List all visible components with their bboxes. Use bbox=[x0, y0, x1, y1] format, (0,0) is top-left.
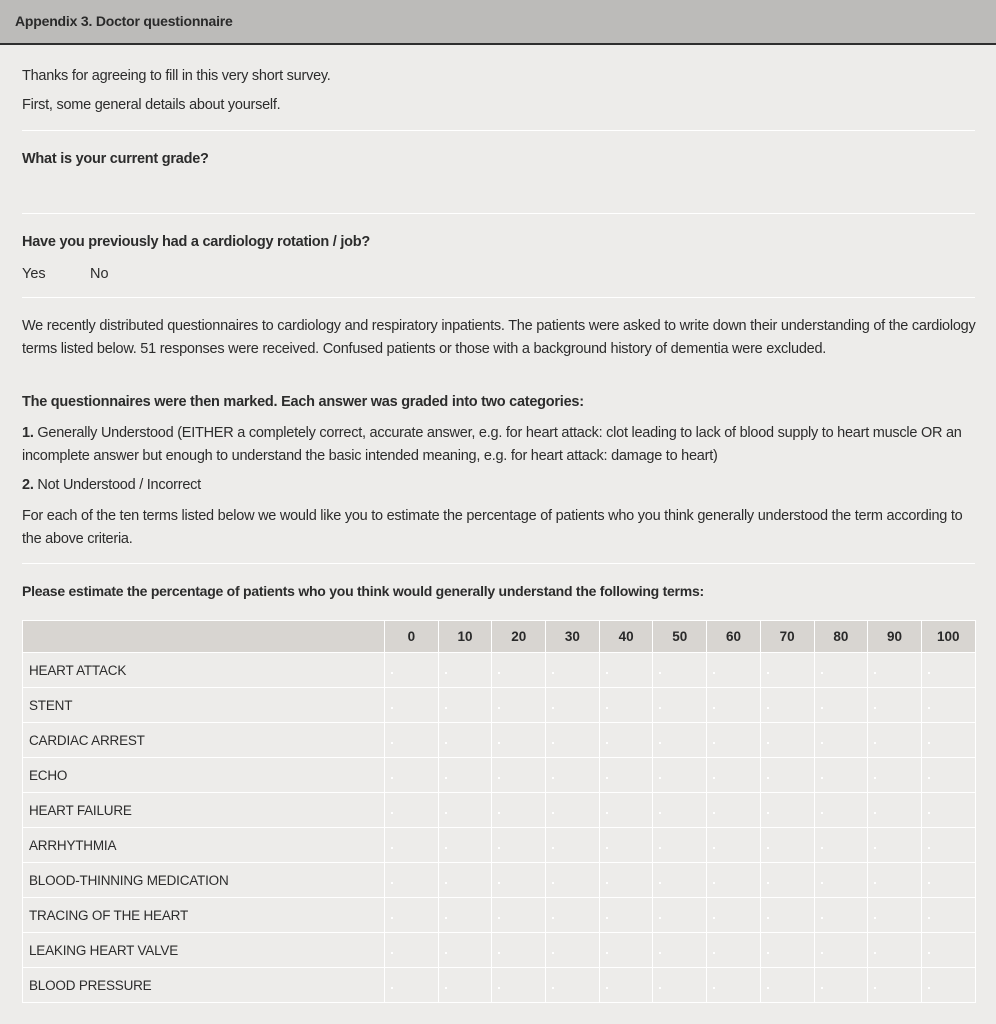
category-1-text: Generally Understood (EITHER a completely correct, accurate answer, e.g. for heart attack: clot leading to lack of blood supply to heart muscle OR an incomplete answer but enough to understand the basic intended meaning, e.g. for heart attack: damage to heart) bbox=[22, 425, 962, 464]
estimate-cell[interactable] bbox=[814, 968, 868, 1003]
estimate-cell[interactable] bbox=[814, 688, 868, 723]
estimate-cell[interactable] bbox=[599, 968, 653, 1003]
estimate-cell[interactable] bbox=[546, 793, 600, 828]
term-column-header bbox=[23, 621, 385, 653]
table-header-row bbox=[23, 621, 976, 653]
estimate-cell[interactable] bbox=[599, 898, 653, 933]
estimate-cell[interactable] bbox=[707, 688, 761, 723]
estimate-cell[interactable] bbox=[492, 863, 546, 898]
estimate-cell[interactable] bbox=[546, 653, 600, 688]
estimate-cell[interactable] bbox=[438, 933, 492, 968]
estimate-cell[interactable] bbox=[438, 968, 492, 1003]
grade-answer-area[interactable] bbox=[22, 174, 975, 210]
estimate-cell[interactable] bbox=[653, 933, 707, 968]
marked-heading: The questionnaires were then marked. Each answer was graded into two categories: bbox=[22, 394, 584, 410]
estimate-cell[interactable] bbox=[868, 723, 922, 758]
estimate-cell[interactable] bbox=[921, 653, 975, 688]
page-title: Appendix 3. Doctor questionnaire bbox=[15, 13, 233, 29]
estimate-cell[interactable] bbox=[438, 688, 492, 723]
estimate-cell[interactable] bbox=[438, 863, 492, 898]
estimate-cell[interactable] bbox=[599, 933, 653, 968]
estimate-cell[interactable] bbox=[438, 828, 492, 863]
estimate-cell[interactable] bbox=[760, 653, 814, 688]
estimate-cell[interactable] bbox=[385, 723, 439, 758]
divider bbox=[22, 130, 975, 131]
estimate-cell[interactable] bbox=[707, 933, 761, 968]
estimate-cell[interactable] bbox=[814, 793, 868, 828]
term-label: HEART ATTACK bbox=[23, 653, 385, 688]
table-row bbox=[23, 828, 976, 863]
term-label: BLOOD-THINNING MEDICATION bbox=[23, 863, 385, 898]
estimate-cell[interactable] bbox=[653, 758, 707, 793]
estimate-table bbox=[22, 620, 976, 1003]
estimate-cell[interactable] bbox=[546, 723, 600, 758]
estimate-cell[interactable] bbox=[760, 758, 814, 793]
percent-column-header: 100 bbox=[921, 621, 975, 653]
table-row bbox=[23, 793, 976, 828]
estimate-cell[interactable] bbox=[599, 828, 653, 863]
estimate-cell[interactable] bbox=[385, 863, 439, 898]
percent-column-header: 70 bbox=[760, 621, 814, 653]
estimate-cell[interactable] bbox=[438, 653, 492, 688]
table-row bbox=[23, 758, 976, 793]
category-2 bbox=[22, 474, 982, 497]
percent-column-header: 90 bbox=[868, 621, 922, 653]
estimate-cell[interactable] bbox=[385, 828, 439, 863]
estimate-cell[interactable] bbox=[921, 863, 975, 898]
estimate-cell[interactable] bbox=[921, 828, 975, 863]
estimate-cell[interactable] bbox=[707, 968, 761, 1003]
divider bbox=[22, 297, 975, 298]
estimate-cell[interactable] bbox=[546, 688, 600, 723]
category-1-number: 1. bbox=[22, 425, 34, 441]
estimate-cell[interactable] bbox=[385, 653, 439, 688]
estimate-cell[interactable] bbox=[599, 653, 653, 688]
estimate-cell[interactable] bbox=[438, 898, 492, 933]
estimate-cell[interactable] bbox=[868, 933, 922, 968]
estimate-cell[interactable] bbox=[921, 933, 975, 968]
estimate-cell[interactable] bbox=[599, 723, 653, 758]
estimate-cell[interactable] bbox=[707, 758, 761, 793]
estimate-cell[interactable] bbox=[868, 968, 922, 1003]
estimate-cell[interactable] bbox=[921, 968, 975, 1003]
table-row bbox=[23, 898, 976, 933]
estimate-cell[interactable] bbox=[385, 898, 439, 933]
percent-column-header: 0 bbox=[385, 621, 439, 653]
estimate-cell[interactable] bbox=[546, 758, 600, 793]
category-1 bbox=[22, 422, 982, 468]
estimate-cell[interactable] bbox=[760, 933, 814, 968]
estimate-cell[interactable] bbox=[814, 933, 868, 968]
question-cardiology-label: Have you previously had a cardiology rotation / job? bbox=[22, 234, 370, 250]
header-bar bbox=[0, 0, 996, 45]
estimate-cell[interactable] bbox=[814, 653, 868, 688]
term-label: STENT bbox=[23, 688, 385, 723]
estimate-cell[interactable] bbox=[492, 653, 546, 688]
instruction-paragraph: For each of the ten terms listed below we would like you to estimate the percentage of patients who you think generally understood the term according to the above criteria. bbox=[22, 508, 963, 547]
estimate-cell[interactable] bbox=[599, 863, 653, 898]
estimate-cell[interactable] bbox=[653, 723, 707, 758]
estimate-cell[interactable] bbox=[599, 793, 653, 828]
estimate-cell[interactable] bbox=[546, 863, 600, 898]
estimate-cell[interactable] bbox=[546, 898, 600, 933]
divider bbox=[22, 563, 975, 564]
estimate-cell[interactable] bbox=[760, 898, 814, 933]
estimate-cell[interactable] bbox=[653, 653, 707, 688]
estimate-cell[interactable] bbox=[653, 898, 707, 933]
category-2-number: 2. bbox=[22, 477, 34, 493]
estimate-cell[interactable] bbox=[492, 723, 546, 758]
estimate-cell[interactable] bbox=[492, 828, 546, 863]
estimate-cell[interactable] bbox=[707, 793, 761, 828]
percent-column-header: 10 bbox=[438, 621, 492, 653]
estimate-cell[interactable] bbox=[921, 898, 975, 933]
table-row bbox=[23, 863, 976, 898]
estimate-heading: Please estimate the percentage of patients who you think would generally understand the following terms: bbox=[22, 583, 704, 599]
estimate-cell[interactable] bbox=[814, 758, 868, 793]
estimate-cell[interactable] bbox=[760, 793, 814, 828]
estimate-cell[interactable] bbox=[492, 898, 546, 933]
estimate-cell[interactable] bbox=[546, 828, 600, 863]
estimate-cell[interactable] bbox=[921, 688, 975, 723]
estimate-cell[interactable] bbox=[921, 723, 975, 758]
estimate-cell[interactable] bbox=[707, 898, 761, 933]
estimate-cell[interactable] bbox=[599, 758, 653, 793]
estimate-cell[interactable] bbox=[492, 758, 546, 793]
estimate-cell[interactable] bbox=[760, 688, 814, 723]
estimate-cell[interactable] bbox=[760, 828, 814, 863]
estimate-cell[interactable] bbox=[546, 968, 600, 1003]
estimate-cell[interactable] bbox=[868, 863, 922, 898]
estimate-cell[interactable] bbox=[814, 828, 868, 863]
estimate-cell[interactable] bbox=[492, 688, 546, 723]
estimate-cell[interactable] bbox=[814, 898, 868, 933]
estimate-cell[interactable] bbox=[492, 793, 546, 828]
estimate-cell[interactable] bbox=[760, 968, 814, 1003]
estimate-cell[interactable] bbox=[868, 828, 922, 863]
term-label: ARRHYTHMIA bbox=[23, 828, 385, 863]
estimate-cell[interactable] bbox=[546, 933, 600, 968]
percent-column-header: 20 bbox=[492, 621, 546, 653]
intro-line-1: Thanks for agreeing to fill in this very short survey. bbox=[22, 68, 331, 84]
estimate-cell[interactable] bbox=[707, 863, 761, 898]
category-2-text: Not Understood / Incorrect bbox=[33, 477, 201, 493]
term-label: HEART FAILURE bbox=[23, 793, 385, 828]
estimate-cell[interactable] bbox=[599, 688, 653, 723]
intro-line-2: First, some general details about yourself. bbox=[22, 97, 281, 113]
term-label: TRACING OF THE HEART bbox=[23, 898, 385, 933]
estimate-cell[interactable] bbox=[814, 863, 868, 898]
table-row bbox=[23, 688, 976, 723]
estimate-cell[interactable] bbox=[492, 968, 546, 1003]
estimate-cell[interactable] bbox=[653, 828, 707, 863]
option-no[interactable]: No bbox=[90, 266, 109, 282]
estimate-cell[interactable] bbox=[492, 933, 546, 968]
estimate-cell[interactable] bbox=[653, 863, 707, 898]
estimate-cell[interactable] bbox=[707, 653, 761, 688]
option-yes[interactable]: Yes bbox=[22, 266, 46, 282]
estimate-cell[interactable] bbox=[707, 723, 761, 758]
estimate-cell[interactable] bbox=[868, 758, 922, 793]
estimate-cell[interactable] bbox=[385, 933, 439, 968]
estimate-cell[interactable] bbox=[653, 968, 707, 1003]
table-row bbox=[23, 933, 976, 968]
term-label: LEAKING HEART VALVE bbox=[23, 933, 385, 968]
percent-column-header: 80 bbox=[814, 621, 868, 653]
percent-column-header: 40 bbox=[599, 621, 653, 653]
term-label: CARDIAC ARREST bbox=[23, 723, 385, 758]
estimate-cell[interactable] bbox=[438, 758, 492, 793]
percent-column-header: 30 bbox=[546, 621, 600, 653]
table-row bbox=[23, 653, 976, 688]
estimate-cell[interactable] bbox=[868, 793, 922, 828]
estimate-cell[interactable] bbox=[921, 793, 975, 828]
background-paragraph: We recently distributed questionnaires to cardiology and respiratory inpatients. The patients were asked to write down their understanding of the cardiology terms listed below. 51 responses were received. Confused patients or those with a background history of dementia were excluded. bbox=[22, 318, 976, 357]
percent-column-header: 50 bbox=[653, 621, 707, 653]
estimate-cell[interactable] bbox=[868, 688, 922, 723]
question-grade-label: What is your current grade? bbox=[22, 151, 209, 167]
estimate-cell[interactable] bbox=[760, 863, 814, 898]
estimate-cell[interactable] bbox=[814, 723, 868, 758]
estimate-cell[interactable] bbox=[921, 758, 975, 793]
estimate-cell[interactable] bbox=[868, 898, 922, 933]
estimate-cell[interactable] bbox=[707, 828, 761, 863]
estimate-cell[interactable] bbox=[653, 793, 707, 828]
estimate-cell[interactable] bbox=[385, 968, 439, 1003]
term-label: BLOOD PRESSURE bbox=[23, 968, 385, 1003]
estimate-cell[interactable] bbox=[868, 653, 922, 688]
estimate-cell[interactable] bbox=[438, 793, 492, 828]
estimate-cell[interactable] bbox=[385, 688, 439, 723]
estimate-cell[interactable] bbox=[653, 688, 707, 723]
term-label: ECHO bbox=[23, 758, 385, 793]
estimate-cell[interactable] bbox=[760, 723, 814, 758]
estimate-cell[interactable] bbox=[385, 758, 439, 793]
percent-column-header: 60 bbox=[707, 621, 761, 653]
divider bbox=[22, 213, 975, 214]
estimate-cell[interactable] bbox=[438, 723, 492, 758]
estimate-cell[interactable] bbox=[385, 793, 439, 828]
table-row bbox=[23, 723, 976, 758]
table-row bbox=[23, 968, 976, 1003]
